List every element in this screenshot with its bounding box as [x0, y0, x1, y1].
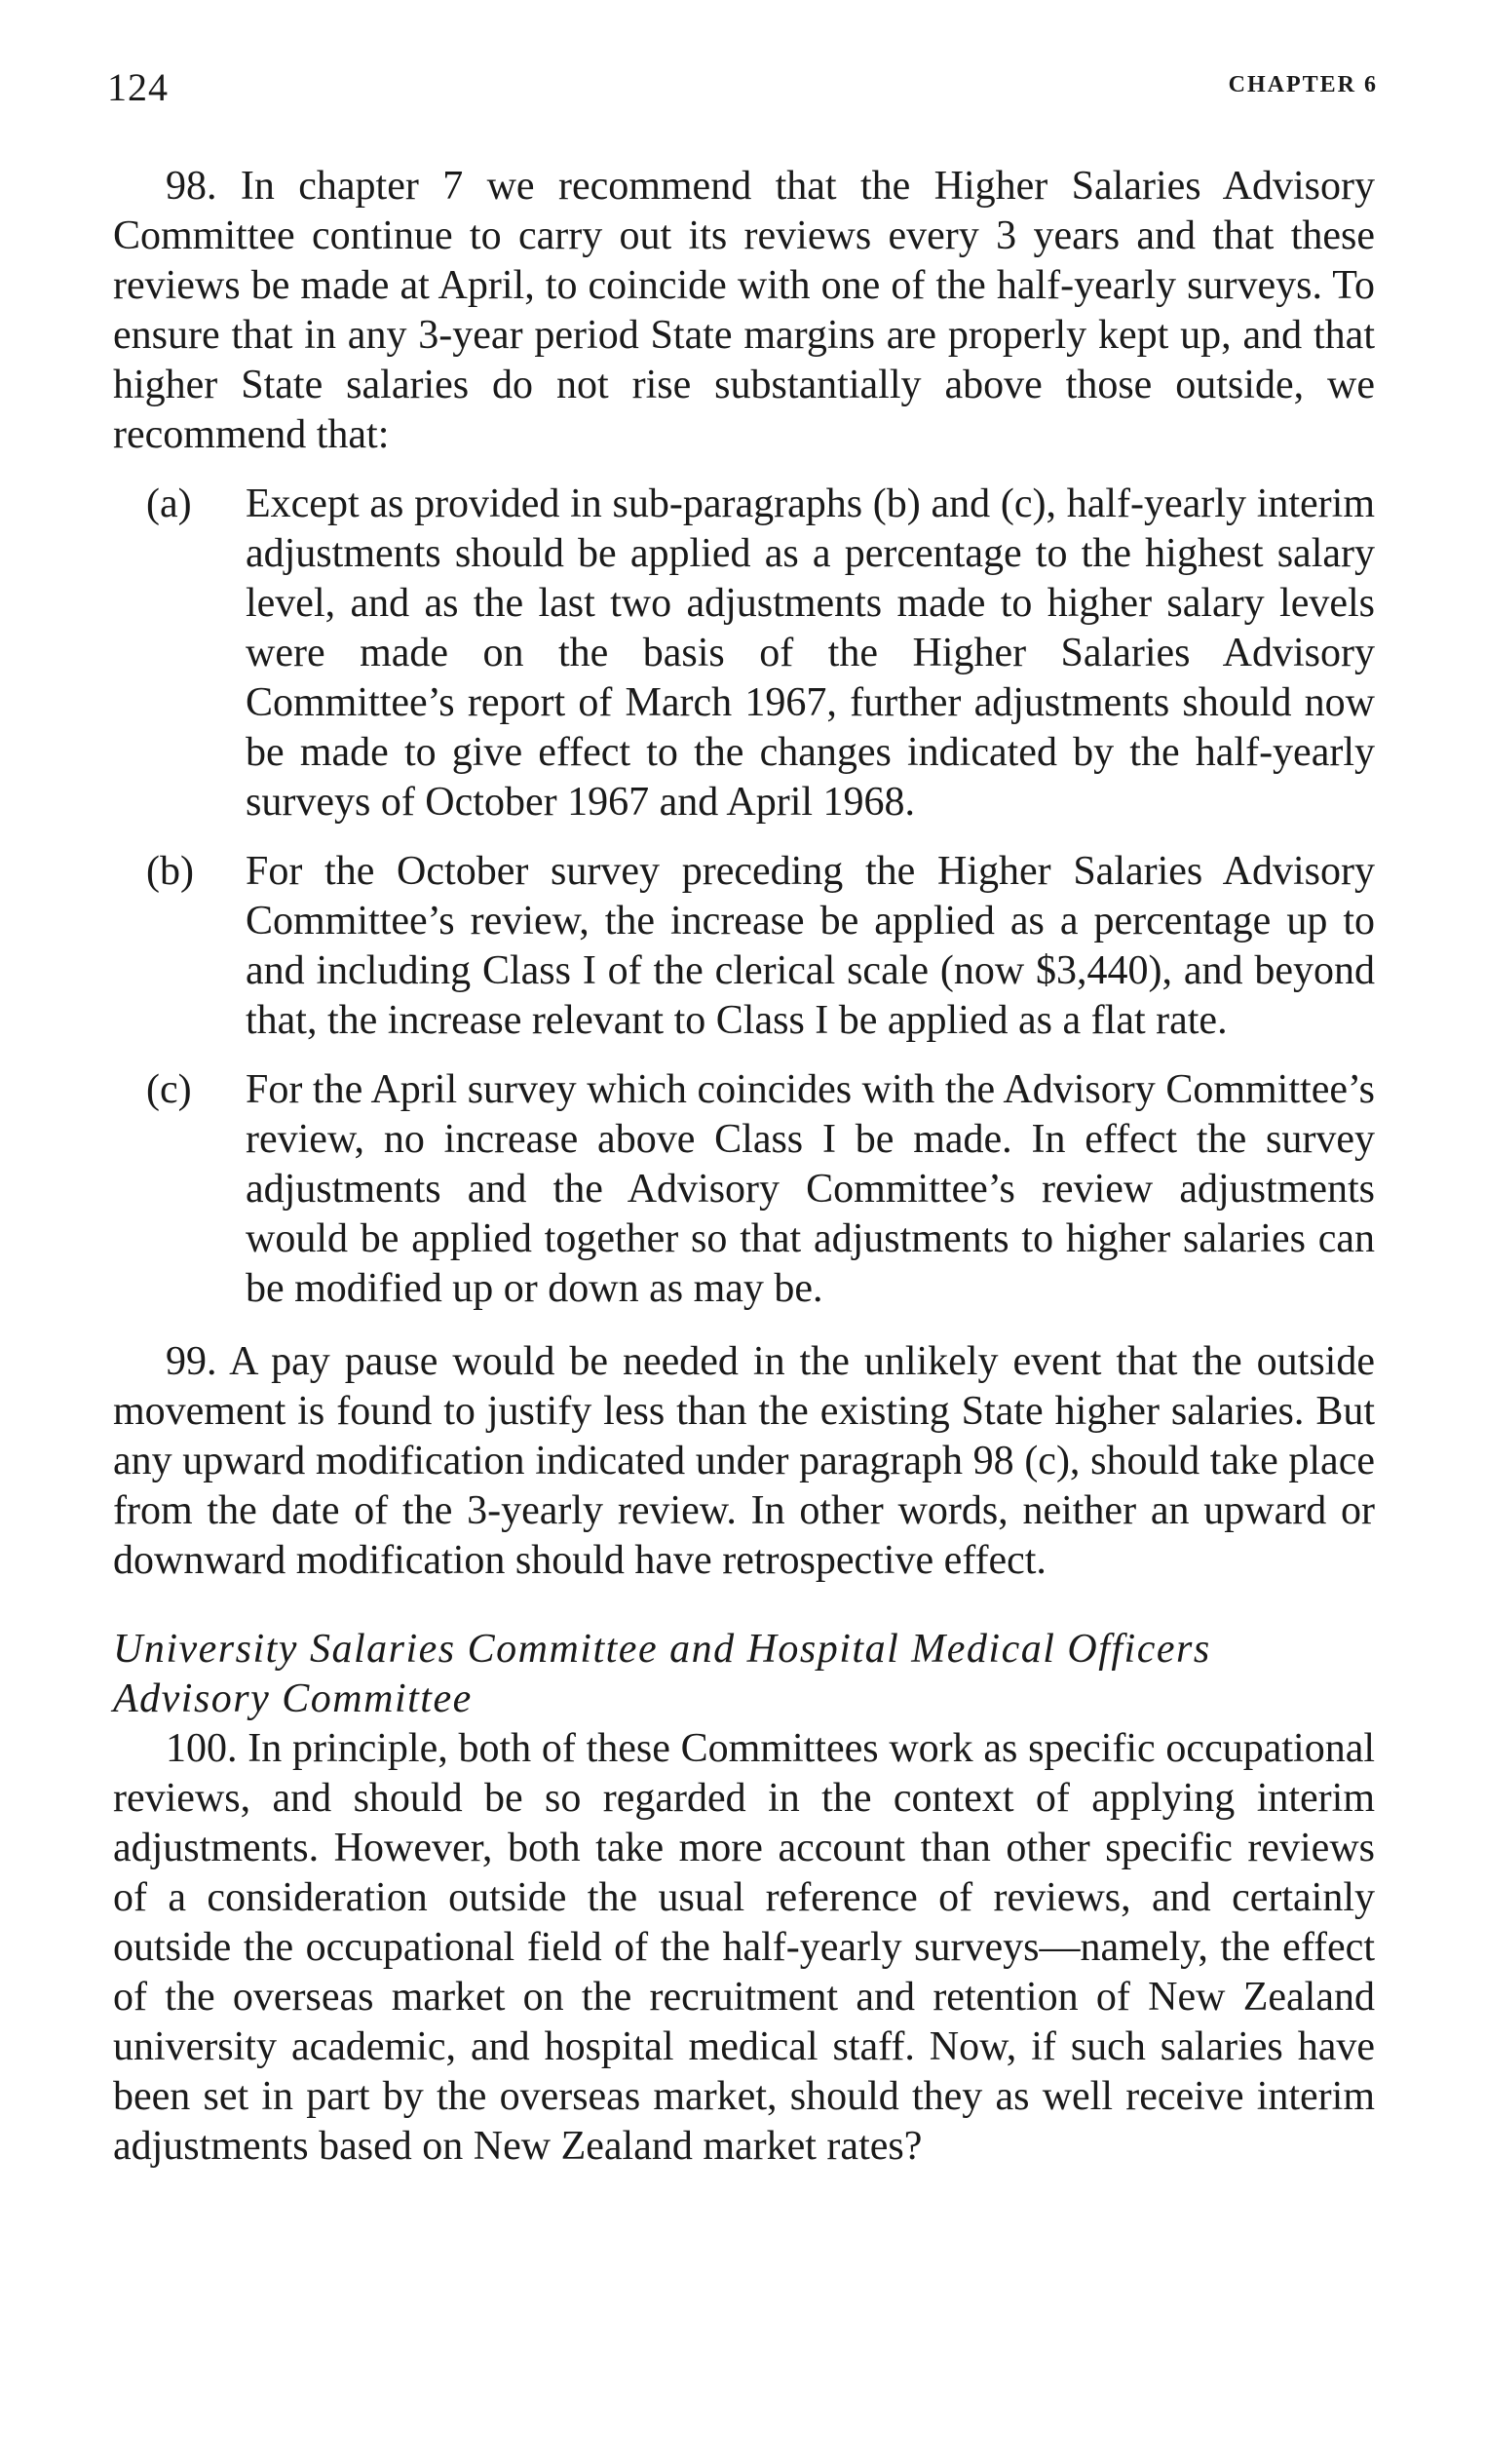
paragraph-100: 100. In principle, both of these Committees work as specific occupational reviews, and should be so regarded in the context of applying interim adjustments. However, both take more account than other specific reviews of a consideration outside the usual reference of reviews, and certainly outside the occupational field of the half-yearly surveys—namely, the effect of the overseas market on the recruitment and retention of New Zealand university academic, and hospital medical staff. Now, if such salaries have been set in part by the overseas market, should they as well receive interim adjustments based on New Zealand market rates? [113, 1726, 1375, 2169]
sub-paragraph-c [113, 1065, 1375, 1314]
sub-paragraph-label: (c) [146, 1067, 192, 1112]
paragraph-99: 99. A pay pause would be needed in the unlikely event that the outside movement is found to justify less than the existing State higher salaries. But any upward modification indicated under paragraph 98 (c), should take place from the date of the 3-yearly review. In other words, neither an upward or downward modification should have retrospective effect. [113, 1339, 1375, 1583]
sub-paragraph-text: For the April survey which coincides with the Advisory Committee’s review, no increase above Class I be made. In effect the survey adjustments and the Advisory Committee’s review adjustments would be applied together so that adjustments to higher salaries can be modified up or down as may be. [246, 1067, 1375, 1311]
sub-paragraph-label: (a) [146, 481, 192, 526]
sub-paragraph-a [113, 480, 1375, 828]
section-heading [113, 1625, 1375, 1724]
page-number: 124 [107, 65, 169, 109]
page-header [107, 64, 1378, 123]
section-heading-line-2: Advisory Committee [113, 1676, 473, 1721]
sub-paragraph-text: Except as provided in sub-paragraphs (b) and (c), half-yearly interim adjustments should be applied as a percentage to the highest salary level, and as the last two adjustments made to higher salary levels were made on the basis of the Higher Salaries Advisory Committee’s report of March 1967, further adjustments should now be made to give effect to the changes indicated by the half-yearly surveys of October 1967 and April 1968. [246, 481, 1375, 825]
sub-paragraph-b [113, 847, 1375, 1046]
paragraph-98: 98. In chapter 7 we recommend that the Higher Salaries Advisory Committee continue to carry out its reviews every 3 years and that these reviews be made at April, to coincide with one of the half-yearly surveys. To ensure that in any 3-year period State margins are properly kept up, and that higher State salaries do not rise substantially above those outside, we recommend that: [113, 164, 1375, 457]
section-heading-line-1: University Salaries Committee and Hospital Medical Officers [113, 1627, 1211, 1672]
page-body [113, 162, 1375, 2172]
chapter-label: CHAPTER 6 [1228, 72, 1378, 97]
sub-paragraph-text: For the October survey preceding the Higher Salaries Advisory Committee’s review, the increase be applied as a percentage up to and including Class I of the clerical scale (now $3,440), and beyond that, the increase relevant to Class I be applied as a flat rate. [246, 849, 1375, 1043]
sub-paragraph-label: (b) [146, 849, 194, 894]
